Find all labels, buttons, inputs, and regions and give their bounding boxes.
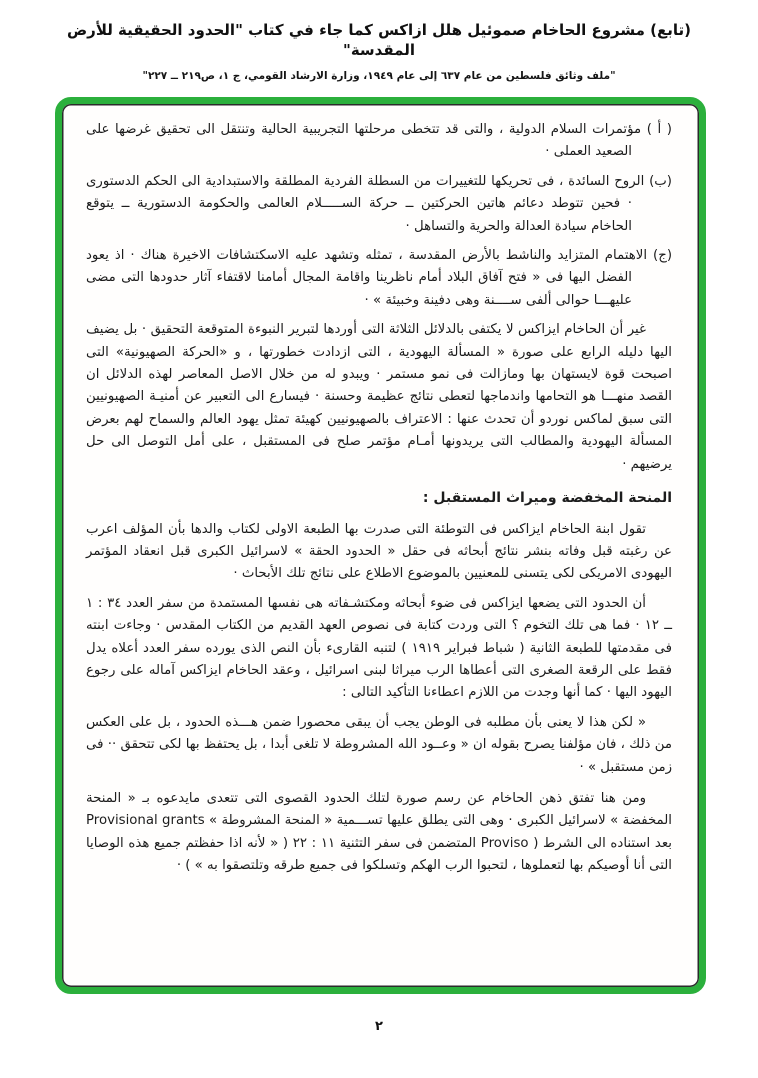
- page-header: [0, 20, 758, 82]
- paragraph-evidence: غير أن الحاخام ايزاكس لا يكتفى بالدلائل الثلاثة التى أوردها لتبرير النبوءة المتوقعة التحقيق · بل يضيف اليها دليله الرابع على صورة « المسألة اليهودية ، التى ازدادت خطورتها ، و «الحركة الصهيونية» التى اصبحت قوة لايستهان بها ومازالت فى نمو مستمر · ويبدو له من خلال الاصل المعاصر لهذه الدلائل ان القصد منهـــا هو التحامها واندماجها لتعطى نتائج عظيمة وحسنة · فيسارع الى التعبير عن أمنيـة الصهيونيين التى سبق لماكس نوردو أن تحدث عنها : الاعتراف بالصهيونيين كهيئة تمثل يهود العالم والسماح لهم بعرض المسألة اليهودية والمطالب التى يريدونها أمـام مؤتمر صلح فى المستقبل ، على أمل التوصل الى حل يرضيهم ·: [86, 322, 672, 472]
- list-marker-ba: (ب): [649, 173, 672, 189]
- list-item-alif: [86, 119, 672, 164]
- list-text-ba: الروح السائدة ، فى تحريكها للتغييرات من السطلة الفردية المطلقة والاستبدادية الى الحكم الدستورى · فحين تتوطد دعائم هاتين الحركتين ــ حركة الســـــلام العالمى والحكومة الدستورية ــ يتوقع الحاخام سيادة العدالة والحرية والتساهل ·: [86, 173, 645, 234]
- document-source-line: "ملف وثائق فلسطين من عام ٦٣٧ إلى عام ١٩٤٩، وزارة الارشاد القومي، ج ١، ص٢١٩ ــ ٢٢٧": [142, 70, 616, 82]
- list-item-ba: [86, 171, 672, 238]
- list-item-jim: [86, 245, 672, 312]
- document-title: (تابع) مشروع الحاخام صموئيل هلل ازاكس كما جاء في كتاب "الحدود الحقيقية للأرض المقدسة": [67, 21, 691, 59]
- paragraph-provisional-grants: ومن هنا تفتق ذهن الحاخام عن رسم صورة لتلك الحدود القصوى التى تتعدى مايدعوه بـ « المنحة المخفضة » لاسرائيل الكبرى · وهى التى يطلق عليها تســـمية « المنحة المشروطة » Provisional grants بعد استناده الى الشرط ( Proviso المتضمن فى سفر التثنية ١١ : ٢٢ ( « لأنه اذا حفظتم جميع هذه الوصايا التى أنا أوصيكم بها لتعملوها ، لتحبوا الرب الهكم وتسلكوا فى جميع طرقه وتلتصقوا به » ) ·: [86, 790, 672, 874]
- green-content-frame: [55, 97, 706, 994]
- section-heading-reduced-grant: المنحة المخفضة وميراث المستقبل :: [422, 490, 672, 507]
- paragraph-borders-numbers: أن الحدود التى يضعها ايزاكس فى ضوء أبحاثه ومكتشـفاته هى نفسها المستمدة من سفر العدد ٣٤ : ١ ــ ١٢ · فما هى تلك التخوم ؟ التى وردت كتابة فى نصوص العهد القديم من الكتاب المقدس · وجاءت ابنته فى مقدمتها للطبعة الثانية ( شباط فبراير ١٩١٩ ) لتنبه القارىء بأن النص الذى يورده سفر العدد أعلاه يدل فقط على الرقعة الصغرى التى أعطاها الرب ميراثا لبنى اسرائيل ، وعقد الحاخام ايزاكس آماله على رجوع اليهود اليها · كما أنها وجدت من اللازم اعطاءنا التأكيد التالى :: [86, 595, 672, 701]
- document-body: [86, 119, 672, 878]
- quote-paragraph: « لكن هذا لا يعنى بأن مطلبه فى الوطن يجب أن يبقى محصورا ضمن هـــذه الحدود ، بل على العكس من ذلك ، فان مؤلفنا يصرح بقوله ان « وعــود الله المشروطة لا تلغى أبدا ، بل يحتفظ بها لكى تتحقق ·· فى زمن مستقبل » ·: [86, 714, 672, 775]
- list-marker-alif: ( أ ): [646, 122, 672, 137]
- list-text-alif: مؤتمرات السلام الدولية ، والتى قد تتخطى مرحلتها التجريبية الحالية وتنتقل الى تحقيق غرضها على الصعيد العملى ·: [86, 122, 642, 160]
- page-number: ٢: [375, 1019, 383, 1034]
- list-text-jim: الاهتمام المتزايد والناشط بالأرض المقدسة ، تمثله وتشهد عليه الاسكتشافات الاخيرة هناك · اذ يعود الفضل اليها فى « فتح آفاق البلاد أمام ناظرينا واقامة المجال أمامنا لاقتفاء آثار حدودها التى مضى عليهـــا حوالى ألفى ســــنة وهى دفينة وخبيئة » ·: [86, 248, 648, 308]
- paragraph-daughter-preface: تقول ابنة الحاخام ايزاكس فى التوطئة التى صدرت بها الطبعة الاولى لكتاب والدها بأن المؤلف اعرب عن رغبته قبل وفاته بنشر نتائج أبحاثه فى حقل « الحدود الحقة » لاسرائيل الكبرى قبل انعقاد المؤتمر اليهودى الامريكى لكى يتسنى للمعنيين بالموضوع الاطلاع على نتائج تلك الأبحاث ·: [86, 521, 672, 582]
- list-marker-jim: (ج): [653, 248, 673, 264]
